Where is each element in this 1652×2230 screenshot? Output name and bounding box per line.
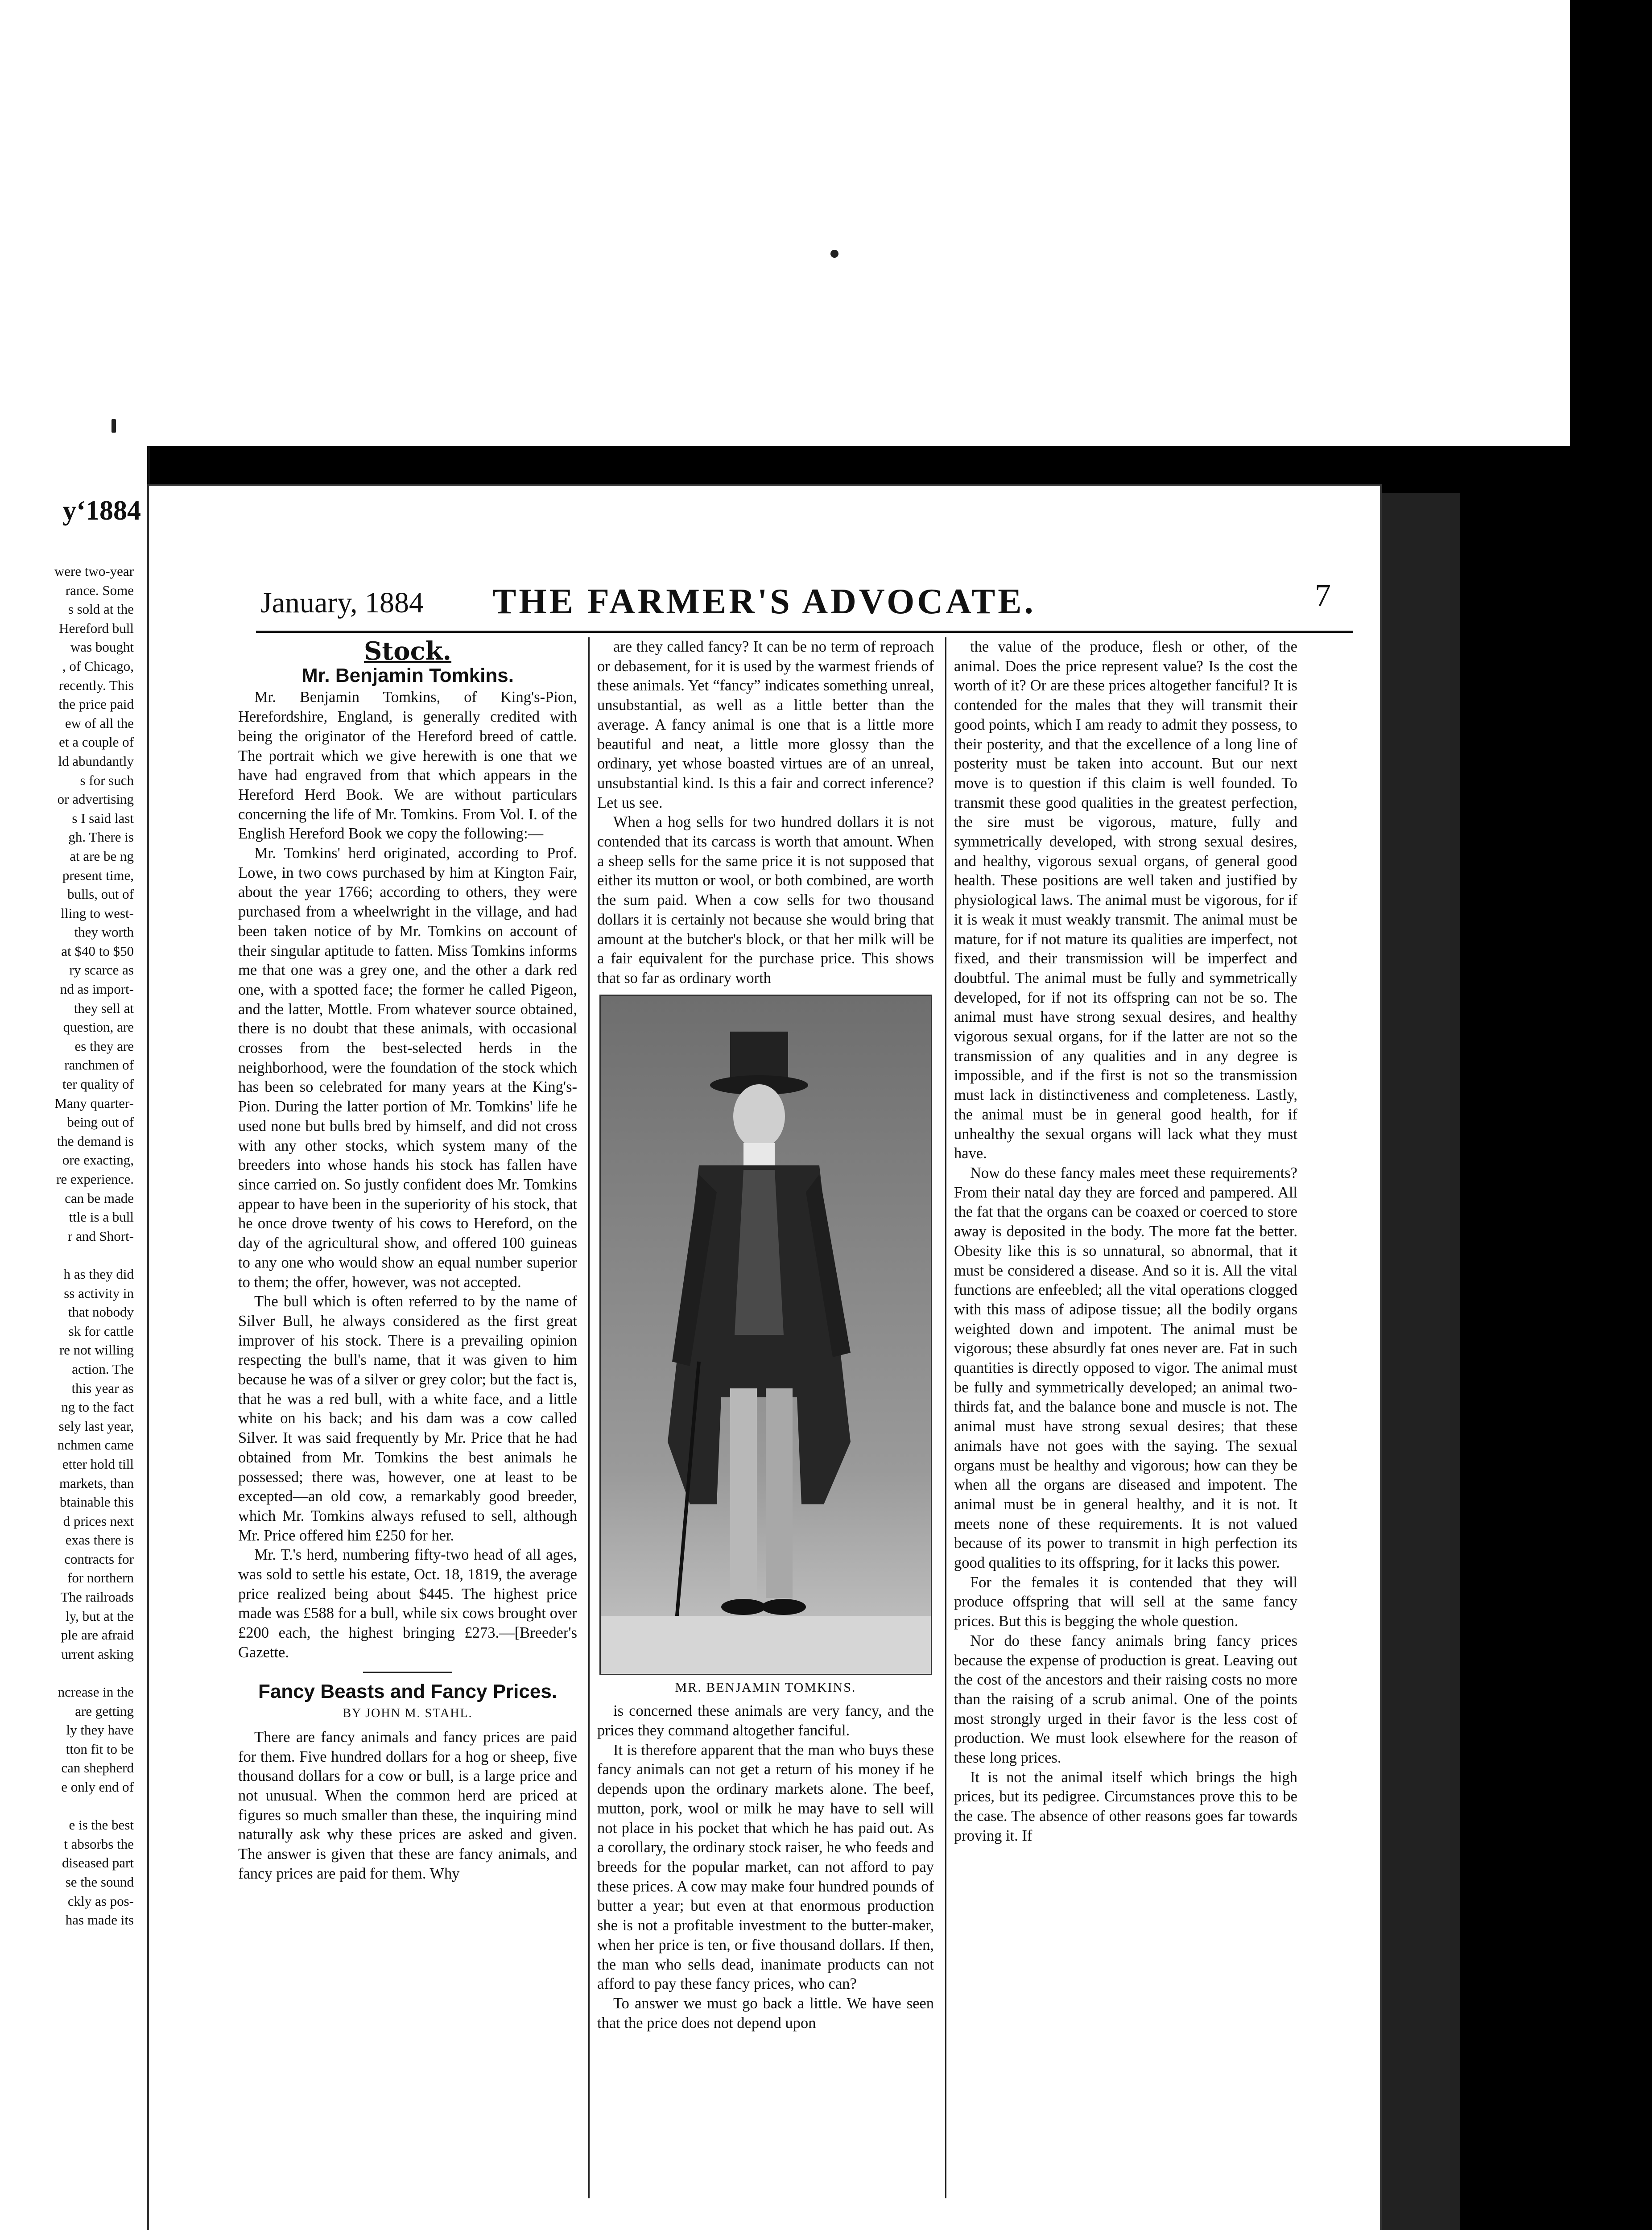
left-page-line: urrent asking — [61, 1646, 134, 1662]
scan-speck — [112, 419, 116, 433]
byline: BY JOHN M. STAHL. — [343, 1706, 473, 1721]
paragraph: Mr. Benjamin Tomkins, of King's-Pion, Herefordshire, England, is generally credited with being the originator of the Hereford breed of cattle. The portrait which we give herewith is one that we have had engraved from that which appears in the Hereford Herd Book. We are without particulars concerning the life of Mr. Tomkins. From Vol. I. of the English Hereford Book we copy the following:— — [238, 689, 577, 842]
left-page-line: ple are afraid — [61, 1627, 134, 1643]
paragraph: Mr. T.'s herd, numbering fifty-two head of all ages, was sold to settle his estate, Oct. 18, 1819, the average price realized being about $445. The highest price made was £588 for a bull, while six cows brought over £200 each, the highest bringing £273.—[Breeder's Gazette. — [238, 1546, 577, 1661]
left-page-line: re not willing — [59, 1342, 134, 1358]
left-page-line: at $40 to $50 — [61, 943, 134, 959]
left-page-line: bulls, out of — [67, 886, 134, 902]
left-page-line: was bought — [70, 639, 134, 655]
left-page-line: were two-year — [54, 563, 134, 579]
left-page-line: ore exacting, — [62, 1152, 134, 1168]
column-divider — [588, 637, 590, 2198]
left-page-line — [0, 1246, 134, 1265]
paragraph: Mr. Tomkins' herd originated, according to Prof. Lowe, in two cows purchased by him at Kington Fair, about the year 1766; according to others, they were purchased from a wheelwright in the village, and had been taken notice of by Mr. Tomkins on account of their singular aptitude to fatten. Miss Tomkins informs me that one was a grey one, and the other a dark red one, with a spotted face; the former he called Pigeon, and the latter, Mottle. From whatever source obtained, there is no doubt that these animals, with occasional crosses from the best-selected herds in the neighborhood, were the foundation of the stock which has been so celebrated for many years at the King's-Pion. During the latter portion of Mr. Tomkins' life he used none but bulls bred by himself, and did not cross with any other stocks, which system many of the breeders into whose hands his stock has fallen have since carried on. So justly confident does Mr. Tomkins appear to have been in the superiority of his stock, that he once drove twenty of his cows to Hereford, on the day of the agricultural show, and offered 100 guineas to any one who would show an equal number superior to them; the offer, however, was not accepted. — [238, 845, 577, 1291]
left-page-text — [0, 562, 134, 1930]
left-page-line: etter hold till — [62, 1456, 134, 1472]
left-page-line: sely last year, — [58, 1418, 134, 1434]
left-page-line: that nobody — [68, 1304, 134, 1320]
portrait-figure — [601, 996, 931, 1674]
column-1 — [238, 637, 577, 1884]
left-page-line: es they are — [74, 1038, 134, 1054]
scan-speck — [830, 250, 838, 258]
paragraph: Nor do these fancy animals bring fancy prices because the expense of production is great. Leaving out the cost of the ancestors and their raising costs no more than the raising of a scrub animal. One of the points most strongly urged in their favor is the less cost of production. We must look elsewhere for the reason of these long prices. — [954, 1632, 1297, 1767]
left-page-line: the price paid — [58, 696, 134, 712]
left-page-line: this year as — [71, 1380, 134, 1396]
left-page-header: y‘1884 — [62, 496, 141, 526]
left-page-line: se the sound — [65, 1874, 134, 1890]
left-page-line — [0, 1664, 134, 1683]
header-rule — [256, 631, 1353, 633]
column-3 — [954, 637, 1297, 1846]
left-page-line: s sold at the — [68, 601, 134, 617]
left-page-line: at are be ng — [70, 848, 134, 864]
left-page-line: ckly as pos- — [67, 1893, 134, 1909]
left-page-line: s I said last — [72, 810, 134, 826]
left-page-fragment — [0, 446, 150, 2230]
left-page-line: ter quality of — [62, 1076, 134, 1092]
column-divider — [945, 637, 946, 2198]
portrait-caption: MR. BENJAMIN TOMKINS. — [675, 1680, 856, 1695]
left-page-line: d prices next — [63, 1513, 134, 1529]
left-page-line: lling to west- — [61, 905, 134, 921]
paragraph: are they called fancy? It can be no term of reproach or debasement, for it is used by the warmest friends of these animals. Yet “fancy” indicates something unreal, unsubstantial, as well as a little better than the average. A fancy animal is one that is a little more beautiful and neat, a little more glossy than the ordinary, yet whose boasted virtues are of an unreal, unsubstantial kind. Is this a fair and correct inference? Let us see. — [597, 638, 934, 811]
book-binding — [1374, 493, 1460, 2230]
left-page-line: being out of — [67, 1114, 134, 1130]
left-page-line: h as they did — [63, 1266, 134, 1282]
left-page-line: for northern — [67, 1570, 134, 1586]
paragraph: Now do these fancy males meet these requirements? From their natal day they are forced and pampered. All the fat that the organs can be coaxed or coerced to store away is deposited in the body. The more fat the better. Obesity like this is so unnatural, so abnormal, that it must be considered a disease. And so it is. All the vital functions are enfeebled; all the vital operations clogged with this mass of adipose tissue; all the bodily organs weighted down and impotent. The animal must be vigorous; these absurdly fat ones never are. Fat in such quantities is directly opposed to vigor. The animal must be fully and symmetrically developed; an animal two-thirds fat, and the balance bone and muscle is not. The animal must have strong sexual desires; that these animals have not goes with the saying. The sexual organs must be healthy and vigorous; how can they be when all the organs are diseased and impotent. The animal must be in general healthy, and it is not. It meets none of these requirements. It is not valued because of its power to transmit in high perfection its good qualities to its offspring, for it lacks this power. — [954, 1164, 1297, 1572]
left-page-line: question, are — [63, 1019, 134, 1035]
left-page-line: they sell at — [74, 1000, 134, 1016]
left-page-line: can be made — [65, 1190, 134, 1206]
left-page-line: Many quarter- — [54, 1095, 134, 1111]
left-page-line: they worth — [74, 924, 134, 940]
left-page-line: ly, but at the — [66, 1608, 134, 1624]
left-page-line: nd as import- — [60, 981, 134, 997]
left-page-line: ew of all the — [65, 715, 134, 731]
left-page-line: s for such — [80, 772, 134, 788]
left-page-line: ttle is a bull — [69, 1209, 134, 1225]
left-page-line: ld abundantly — [58, 753, 134, 769]
paragraph: When a hog sells for two hundred dollars it is not contended that its carcass is worth that amount. When a sheep sells for the same price it is not supposed that either its mutton or wool, or both combined, are worth the sum paid. When a cow sells for two thousand dollars it is certainly not because she would bring that amount at the butcher's block, or that her milk will be a fair equivalent for the purchase price. This shows that so far as ordinary worth — [597, 814, 934, 987]
paragraph: For the females it is contended that they will produce offspring that will sell at the same fancy prices. But this is begging the whole question. — [954, 1573, 1297, 1630]
left-page-line: or advertising — [57, 791, 134, 807]
left-page-line: exas there is — [65, 1532, 134, 1548]
masthead — [260, 578, 1402, 622]
left-page-line: ncrease in the — [58, 1684, 134, 1700]
left-page-line: has made its — [65, 1912, 134, 1928]
left-page-line: et a couple of — [59, 734, 134, 750]
left-page-line: btainable this — [59, 1494, 134, 1510]
paragraph: There are fancy animals and fancy prices are paid for them. Five hundred dollars for a hog or sheep, five thousand dollars for a cow or bull, is a large price and not unusual. When the common herd are priced at figures so much smaller than these, the inquiring mind naturally ask why these prices are asked and given. The answer is given that these are fancy animals, and fancy prices are paid for them. Why — [238, 1728, 577, 1882]
paragraph: The bull which is often referred to by the name of Silver Bull, he always considered as the first great improver of his stock. There is a prevailing opinion respecting the bull's name, that it was given to him because he was of a silver or grey color; but the fact is, that he was a red bull, with a white face, and a little white on his back; and his dam was a cow called Silver. It was said frequently by Mr. Price that he had obtained from Mr. Tomkins the best animals he possessed; there was, however, one at least to be excepted—an old cow, a remarkably good breeder, which Mr. Tomkins always refused to sell, although Mr. Price offered him £250 for her. — [238, 1293, 577, 1544]
left-page-line: recently. This — [59, 677, 134, 693]
left-page-line: The railroads — [60, 1589, 134, 1605]
paragraph: It is therefore apparent that the man who buys these fancy animals can not get a return of his money if he depends upon the ordinary markets alone. The beef, mutton, pork, wool or milk he may have to sell will not place in his pocket that which he has paid out. As a corollary, the ordinary stock raiser, he who feeds and breeds for the popular market, can not afford to pay these prices. A cow may make four hundred pounds of butter a year; but even at that enormous production she is not a profitable investment to the butter-maker, when her price is ten, or five thousand dollars. If then, the man who sells dead, inanimate products can not afford to pay these fancy prices, who can? — [597, 1741, 934, 1993]
paragraph: It is not the animal itself which brings the high prices, but its pedigree. Circumstances prove this to be the case. The absence of other reasons goes far towards proving it. If — [954, 1768, 1297, 1844]
left-page-line: can shepherd — [61, 1760, 134, 1776]
article-headline: Mr. Benjamin Tomkins. — [301, 664, 514, 686]
left-page-line: tton fit to be — [66, 1741, 134, 1757]
left-page-line: ly they have — [66, 1722, 134, 1738]
article-headline: Fancy Beasts and Fancy Prices. — [258, 1680, 558, 1702]
left-page-line: gh. There is — [68, 829, 134, 845]
left-page-line: e is the best — [69, 1817, 134, 1833]
left-page-line: re experience. — [56, 1171, 134, 1187]
publication-title: THE FARMER'S ADVOCATE. — [492, 582, 1036, 621]
issue-date: January, 1884 — [260, 586, 424, 619]
left-page-line: are getting — [75, 1703, 134, 1719]
left-page-line: ry scarce as — [69, 962, 134, 978]
left-page-line: Hereford bull — [59, 620, 134, 636]
paragraph: To answer we must go back a little. We have seen that the price does not depend upon — [597, 1995, 934, 2032]
left-page-line: , of Chicago, — [62, 658, 134, 674]
left-page-line: action. The — [72, 1361, 134, 1377]
page-number: 7 — [1315, 578, 1331, 613]
left-page-line: ss activity in — [64, 1285, 134, 1301]
left-page-line: ng to the fact — [61, 1399, 134, 1415]
left-page-line: contracts for — [64, 1551, 134, 1567]
left-page-line: rance. Some — [65, 582, 134, 598]
portrait-engraving — [599, 995, 932, 1675]
paragraph: is concerned these animals are very fancy, and the prices they command altogether fanciful. — [597, 1702, 934, 1739]
left-page-line — [0, 1797, 134, 1816]
left-page-line: diseased part — [62, 1855, 134, 1871]
left-page-line: r and Short- — [67, 1228, 134, 1244]
newspaper-page — [147, 484, 1382, 2230]
column-2 — [597, 637, 934, 2033]
left-page-line: markets, than — [59, 1475, 134, 1491]
paragraph: the value of the produce, flesh or other, of the animal. Does the price represent value? Is the cost the worth of it? Or are these prices altogether fanciful? It is contended for the males that they will transmit their good points, which I am ready to admit they possess, to their posterity, and that the excellence of a long line of posterity must be taken into account. But our next move is to question if this claim is well founded. To transmit these good qualities in the greatest perfection, the sire must be vigorous, mature, fully and symmetrically developed, with strong sexual desires, and healthy, vigorous sexual organs, of general good health. These positions are well taken and justified by physiological laws. The animal must be vigorous, for if it is weak it must weakly transmit. The animal must be mature, for if not mature its qualities are imperfect, not fixed, and their transmission will be imperfect and doubtful. The animal must be fully and symmetrically developed, for if not its offspring can not be so. The animal must have strong sexual desires, and healthy vigorous sexual organs, for if the latter are not so the transmission of any qualities and in any degree is impossible, and if the first is not so the transmission must lack in distinctiveness and completeness. Lastly, the animal must be in general good health, for if unhealthy the sexual organs will lack what they must have. — [954, 638, 1297, 1162]
page-margin — [0, 0, 1570, 446]
left-page-line: the demand is — [57, 1133, 134, 1149]
article-divider — [363, 1672, 452, 1673]
left-page-line: sk for cattle — [68, 1323, 134, 1339]
left-page-line: nchmen came — [57, 1437, 134, 1453]
left-page-line: ranchmen of — [64, 1057, 134, 1073]
left-page-line: present time, — [62, 867, 134, 883]
section-heading: Stock. — [363, 636, 452, 666]
left-page-line: t absorbs the — [64, 1836, 134, 1852]
left-page-line: e only end of — [61, 1779, 134, 1795]
